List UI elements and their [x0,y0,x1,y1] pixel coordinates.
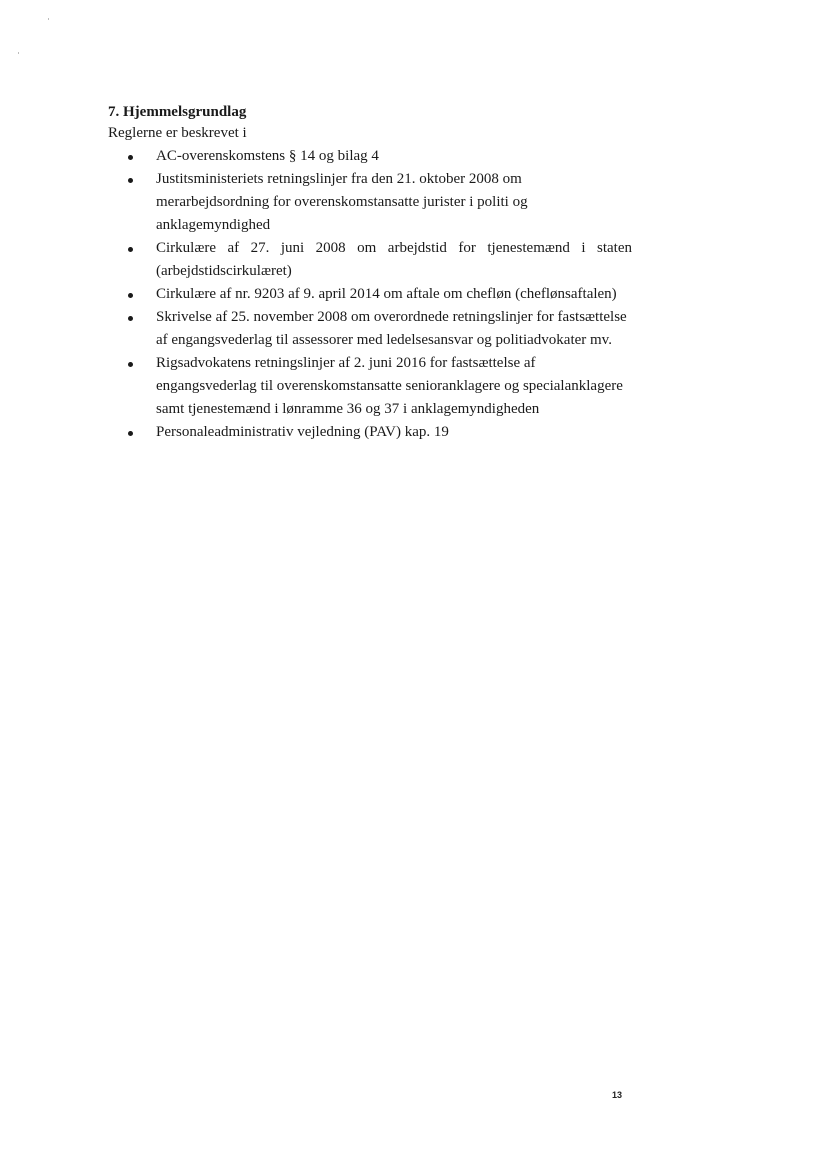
scan-speck [18,52,19,54]
bullet-icon [128,178,133,183]
list-item [108,352,632,421]
list-item-text: Skrivelse af 25. november 2008 om overordnede retningslinjer for fastsættelse af engangsvederlag til assessorer med ledelsesansvar og politiadvokater mv. [156,309,627,348]
bullet-icon [128,362,133,367]
list-item-text: Rigsadvokatens retningslinjer af 2. juni 2016 for fastsættelse af engangsvederlag til overenskomstansatte senioranklagere og specialanklagere samt tjenestemænd i lønramme 36 og 37 i anklagemyndigheden [156,355,623,417]
bullet-icon [128,293,133,298]
bullet-icon [128,155,133,160]
list-item-text: Cirkulære af nr. 9203 af 9. april 2014 om aftale om chefløn (cheflønsaftalen) [156,286,617,302]
bullet-icon [128,247,133,252]
regulations-list [108,145,632,444]
list-item [108,421,632,444]
section-intro: Reglerne er beskrevet i [108,125,247,141]
bullet-icon [128,431,133,436]
list-item-text: Personaleadministrativ vejledning (PAV) kap. 19 [156,424,449,440]
list-item [108,283,632,306]
section-heading: 7. Hjemmelsgrundlag [108,104,247,120]
page-number: 13 [612,1090,623,1100]
list-item [108,237,632,283]
list-item [108,145,632,168]
list-item-text: Cirkulære af 27. juni 2008 om arbejdstid for tjenestemænd i staten (arbejdstidscirkulæret) [156,240,632,279]
section-content [108,102,632,444]
list-item [108,168,632,237]
list-item [108,306,632,352]
list-item-text: Justitsministeriets retningslinjer fra den 21. oktober 2008 om merarbejdsordning for overenskomstansatte jurister i politi og anklagemyndighed [156,171,528,233]
list-item-text: AC-overenskomstens § 14 og bilag 4 [156,148,379,164]
bullet-icon [128,316,133,321]
scan-speck [48,18,49,20]
